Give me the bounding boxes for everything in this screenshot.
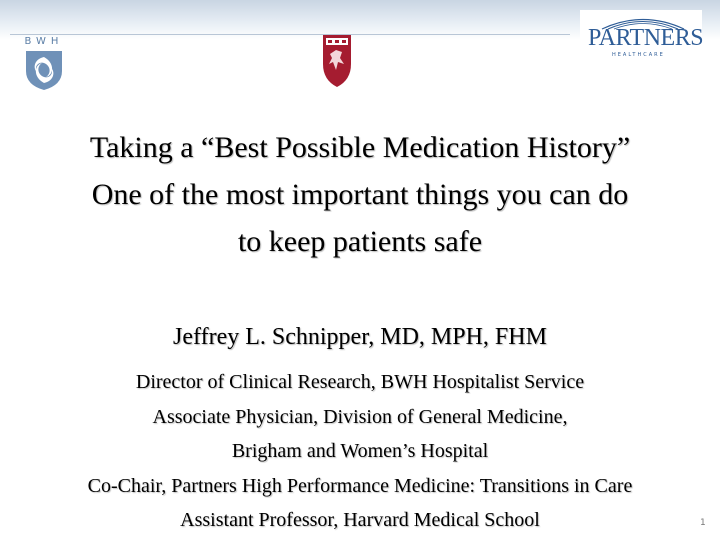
slide-number: 1	[700, 518, 706, 528]
author-roles	[0, 365, 720, 538]
harvard-shield-icon	[322, 34, 352, 88]
bwh-shield-icon	[24, 49, 64, 91]
partners-healthcare-logo	[580, 10, 702, 62]
author-name: Jeffrey L. Schnipper, MD, MPH, FHM	[173, 324, 547, 350]
role-line: Brigham and Women’s Hospital	[231, 440, 489, 462]
header-rule	[10, 34, 570, 35]
harvard-shield-logo	[322, 34, 352, 93]
bwh-logo	[18, 36, 70, 92]
title-line: Taking a “Best Possible Medication History”	[89, 131, 631, 164]
partners-logo-subtitle: HEALTHCARE	[612, 52, 665, 58]
role-line: Assistant Professor, Harvard Medical School	[180, 509, 540, 531]
role-line: Director of Clinical Research, BWH Hospitalist Service	[135, 371, 585, 393]
title-line: One of the most important things you can do	[91, 178, 629, 211]
bwh-logo-text: BWH	[24, 36, 64, 47]
partners-logo-wordmark: PARTNERS	[588, 25, 704, 51]
role-line: Co-Chair, Partners High Performance Medicine: Transitions in Care	[87, 474, 633, 497]
slide-title	[0, 124, 720, 265]
role-line: Associate Physician, Division of General Medicine,	[152, 405, 568, 428]
title-line: to keep patients safe	[237, 225, 483, 258]
